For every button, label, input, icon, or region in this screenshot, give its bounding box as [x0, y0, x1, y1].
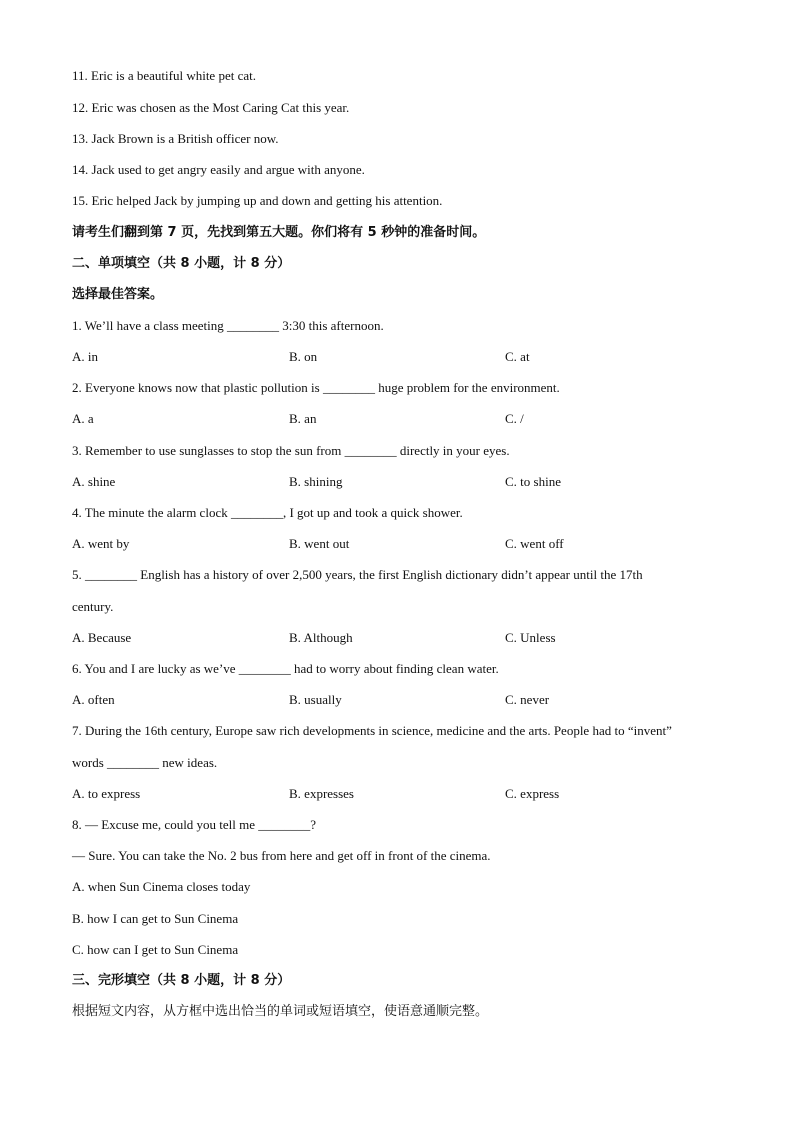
question-8-reply: — Sure. You can take the No. 2 bus from here and get off in front of the cinema. — [72, 848, 491, 863]
question-1-option-b: B. on — [289, 349, 318, 364]
question-2-option-a: A. a — [72, 411, 94, 426]
question-8-option-b: B. how I can get to Sun Cinema — [72, 911, 239, 926]
question-7-option-a: A. to express — [72, 786, 141, 801]
question-1-option-a: A. in — [72, 349, 98, 364]
question-4-option-b: B. went out — [289, 536, 350, 551]
question-5-options — [72, 630, 732, 646]
question-6-stem: 6. You and I are lucky as we’ve ________ had to worry about finding clean water. — [72, 661, 499, 676]
question-1-options — [72, 349, 732, 365]
statement-14: 14. Jack used to get angry easily and argue with anyone. — [72, 162, 365, 177]
question-2-stem: 2. Everyone knows now that plastic pollution is ________ huge problem for the environment. — [72, 380, 560, 395]
question-5-option-c: C. Unless — [505, 630, 556, 645]
turn-page-instruction: 请考生们翻到第 7 页，先找到第五大题。你们将有 5 秒钟的准备时间。 — [72, 225, 486, 240]
question-4-options — [72, 536, 732, 552]
question-5-stem-continued: century. — [72, 599, 114, 614]
question-6-option-a: A. often — [72, 692, 115, 707]
statement-13: 13. Jack Brown is a British officer now. — [72, 131, 279, 146]
question-6-option-b: B. usually — [289, 692, 342, 707]
question-7-stem-continued: words ________ new ideas. — [72, 755, 218, 770]
question-3-option-a: A. shine — [72, 474, 116, 489]
question-5-option-a: A. Because — [72, 630, 132, 645]
question-4-option-a: A. went by — [72, 536, 130, 551]
question-5-option-b: B. Although — [289, 630, 353, 645]
question-6-options — [72, 692, 732, 708]
question-2-option-b: B. an — [289, 411, 317, 426]
section3-direction: 根据短文内容，从方框中选出恰当的单词或短语填空，使语意通顺完整。 — [72, 1004, 489, 1019]
question-6-option-c: C. never — [505, 692, 550, 707]
question-2-options — [72, 411, 732, 427]
question-7-stem: 7. During the 16th century, Europe saw rich developments in science, medicine and the arts. People had to “invent” — [72, 723, 672, 738]
statement-15: 15. Eric helped Jack by jumping up and down and getting his attention. — [72, 193, 443, 208]
question-5-stem: 5. ________ English has a history of over 2,500 years, the first English dictionary didn’t appear until the 17th — [72, 567, 643, 582]
question-8-option-c: C. how can I get to Sun Cinema — [72, 942, 239, 957]
question-2-option-c: C. / — [505, 411, 524, 426]
section3-heading: 三、完形填空（共 8 小题，计 8 分） — [72, 973, 291, 988]
question-8-stem: 8. — Excuse me, could you tell me ________? — [72, 817, 317, 832]
statement-11: 11. Eric is a beautiful white pet cat. — [72, 68, 256, 83]
question-1-option-c: C. at — [505, 349, 530, 364]
question-7-option-c: C. express — [505, 786, 560, 801]
question-8-option-a: A. when Sun Cinema closes today — [72, 879, 251, 894]
question-4-stem: 4. The minute the alarm clock ________, I got up and took a quick shower. — [72, 505, 463, 520]
question-7-option-b: B. expresses — [289, 786, 354, 801]
statement-12: 12. Eric was chosen as the Most Caring Cat this year. — [72, 100, 350, 115]
question-7-options — [72, 786, 732, 802]
question-4-option-c: C. went off — [505, 536, 564, 551]
question-3-option-c: C. to shine — [505, 474, 561, 489]
section2-direction: 选择最佳答案。 — [72, 287, 164, 302]
question-3-stem: 3. Remember to use sunglasses to stop the sun from ________ directly in your eyes. — [72, 443, 510, 458]
question-3-option-b: B. shining — [289, 474, 343, 489]
section2-heading: 二、单项填空（共 8 小题，计 8 分） — [72, 256, 291, 271]
question-3-options — [72, 474, 732, 490]
question-1-stem: 1. We’ll have a class meeting ________ 3:30 this afternoon. — [72, 318, 384, 333]
